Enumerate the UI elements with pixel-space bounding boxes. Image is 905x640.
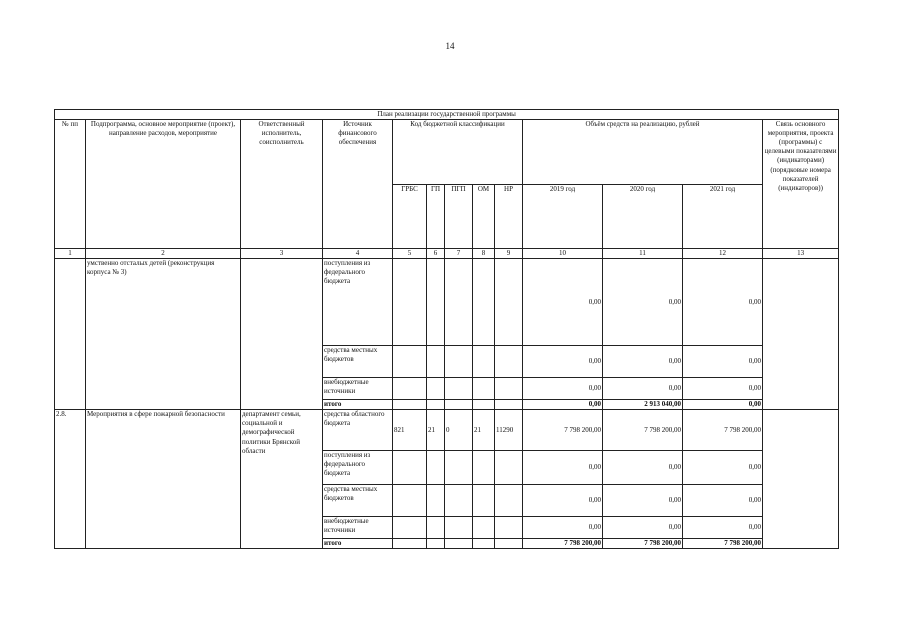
om-cell: 21	[473, 410, 495, 451]
grbs-cell	[393, 539, 427, 549]
om-cell	[473, 259, 495, 346]
total-2021: 0,00	[683, 400, 763, 410]
plan-table	[54, 109, 839, 549]
value-2021: 0,00	[683, 259, 763, 346]
grbs-cell	[393, 517, 427, 539]
value-2020: 0,00	[603, 485, 683, 517]
page-number: 14	[445, 41, 455, 51]
value-2019: 0,00	[523, 378, 603, 400]
gp-cell	[427, 400, 445, 410]
header-num: № пп	[55, 120, 86, 249]
pgp-cell	[445, 400, 473, 410]
col-number: 3	[241, 249, 323, 259]
col-number: 13	[763, 249, 839, 259]
responsible-executor: департамент семьи, социальной и демографической политики Брянской области	[241, 410, 323, 549]
total-2020: 2 913 040,00	[603, 400, 683, 410]
total-2020: 7 798 200,00	[603, 539, 683, 549]
funding-source-total: итого	[323, 539, 393, 549]
om-cell	[473, 400, 495, 410]
om-cell	[473, 451, 495, 485]
col-number: 12	[683, 249, 763, 259]
grbs-cell	[393, 485, 427, 517]
gp-cell	[427, 378, 445, 400]
header-pgp: ПГП	[445, 184, 473, 249]
gp-cell	[427, 539, 445, 549]
activity-name: умственно отсталых детей (реконструкция корпуса № 3)	[86, 259, 241, 410]
gp-cell	[427, 259, 445, 346]
gp-cell: 21	[427, 410, 445, 451]
funding-source: средства областного бюджета	[323, 410, 393, 451]
nr-cell: 11290	[495, 410, 523, 451]
om-cell	[473, 539, 495, 549]
grbs-cell	[393, 400, 427, 410]
header-responsible: Ответственный исполнитель, соисполнитель	[241, 120, 323, 249]
total-2019: 0,00	[523, 400, 603, 410]
table-title: План реализации государственной программы	[55, 110, 839, 120]
table-row	[55, 410, 839, 451]
pgp-cell: 0	[445, 410, 473, 451]
pgp-cell	[445, 259, 473, 346]
value-2020: 0,00	[603, 259, 683, 346]
header-om: ОМ	[473, 184, 495, 249]
funding-source: средства местных бюджетов	[323, 346, 393, 378]
header-grbs: ГРБС	[393, 184, 427, 249]
nr-cell	[495, 400, 523, 410]
funding-source: средства местных бюджетов	[323, 485, 393, 517]
table-row	[55, 259, 839, 346]
value-2021: 7 798 200,00	[683, 410, 763, 451]
pgp-cell	[445, 378, 473, 400]
value-2020: 7 798 200,00	[603, 410, 683, 451]
header-2021: 2021 год	[683, 184, 763, 249]
link-cell	[763, 410, 839, 549]
nr-cell	[495, 517, 523, 539]
value-2019: 0,00	[523, 517, 603, 539]
value-2021: 0,00	[683, 485, 763, 517]
value-2021: 0,00	[683, 451, 763, 485]
funding-source-total: итого	[323, 400, 393, 410]
nr-cell	[495, 378, 523, 400]
grbs-cell	[393, 346, 427, 378]
header-budget-code: Код бюджетной классификации	[393, 120, 523, 185]
funding-source: внебюджетные источники	[323, 517, 393, 539]
col-number: 8	[473, 249, 495, 259]
responsible-cell	[241, 259, 323, 410]
header-volume: Объём средств на реализацию, рублей	[523, 120, 763, 185]
col-number: 2	[86, 249, 241, 259]
om-cell	[473, 378, 495, 400]
column-number-row	[55, 249, 839, 259]
grbs-cell	[393, 378, 427, 400]
header-subprogram: Подпрограмма, основное мероприятие (проект), направление расходов, мероприятие	[86, 120, 241, 249]
col-number: 10	[523, 249, 603, 259]
nr-cell	[495, 539, 523, 549]
col-number: 1	[55, 249, 86, 259]
col-number: 9	[495, 249, 523, 259]
pgp-cell	[445, 451, 473, 485]
value-2020: 0,00	[603, 517, 683, 539]
header-nr: НР	[495, 184, 523, 249]
pgp-cell	[445, 346, 473, 378]
value-2019: 0,00	[523, 346, 603, 378]
total-2021: 7 798 200,00	[683, 539, 763, 549]
header-source: Источник финансового обеспечения	[323, 120, 393, 249]
value-2020: 0,00	[603, 451, 683, 485]
grbs-cell: 821	[393, 410, 427, 451]
om-cell	[473, 485, 495, 517]
value-2021: 0,00	[683, 517, 763, 539]
om-cell	[473, 517, 495, 539]
header-row	[55, 120, 839, 185]
table-title-row	[55, 110, 839, 120]
gp-cell	[427, 346, 445, 378]
grbs-cell	[393, 259, 427, 346]
nr-cell	[495, 485, 523, 517]
grbs-cell	[393, 451, 427, 485]
pgp-cell	[445, 485, 473, 517]
col-number: 7	[445, 249, 473, 259]
gp-cell	[427, 451, 445, 485]
nr-cell	[495, 259, 523, 346]
value-2020: 0,00	[603, 378, 683, 400]
value-2019: 0,00	[523, 451, 603, 485]
col-number: 4	[323, 249, 393, 259]
om-cell	[473, 346, 495, 378]
header-link: Связь основного мероприятия, проекта (программы) с целевыми показателями (индикаторами) (порядковые номера показателей (индикаторов))	[763, 120, 839, 249]
value-2020: 0,00	[603, 346, 683, 378]
link-cell	[763, 259, 839, 410]
row-number-cell	[55, 259, 86, 410]
gp-cell	[427, 485, 445, 517]
header-2020: 2020 год	[603, 184, 683, 249]
gp-cell	[427, 517, 445, 539]
pgp-cell	[445, 517, 473, 539]
value-2019: 7 798 200,00	[523, 410, 603, 451]
col-number: 11	[603, 249, 683, 259]
activity-name: Мероприятия в сфере пожарной безопасности	[86, 410, 241, 549]
col-number: 6	[427, 249, 445, 259]
value-2021: 0,00	[683, 346, 763, 378]
nr-cell	[495, 451, 523, 485]
funding-source: поступления из федерального бюджета	[323, 259, 393, 346]
funding-source: поступления из федерального бюджета	[323, 451, 393, 485]
value-2019: 0,00	[523, 485, 603, 517]
pgp-cell	[445, 539, 473, 549]
value-2021: 0,00	[683, 378, 763, 400]
nr-cell	[495, 346, 523, 378]
row-number: 2.8.	[55, 410, 86, 549]
value-2019: 0,00	[523, 259, 603, 346]
funding-source: внебюджетные источники	[323, 378, 393, 400]
header-gp: ГП	[427, 184, 445, 249]
col-number: 5	[393, 249, 427, 259]
total-2019: 7 798 200,00	[523, 539, 603, 549]
header-2019: 2019 год	[523, 184, 603, 249]
